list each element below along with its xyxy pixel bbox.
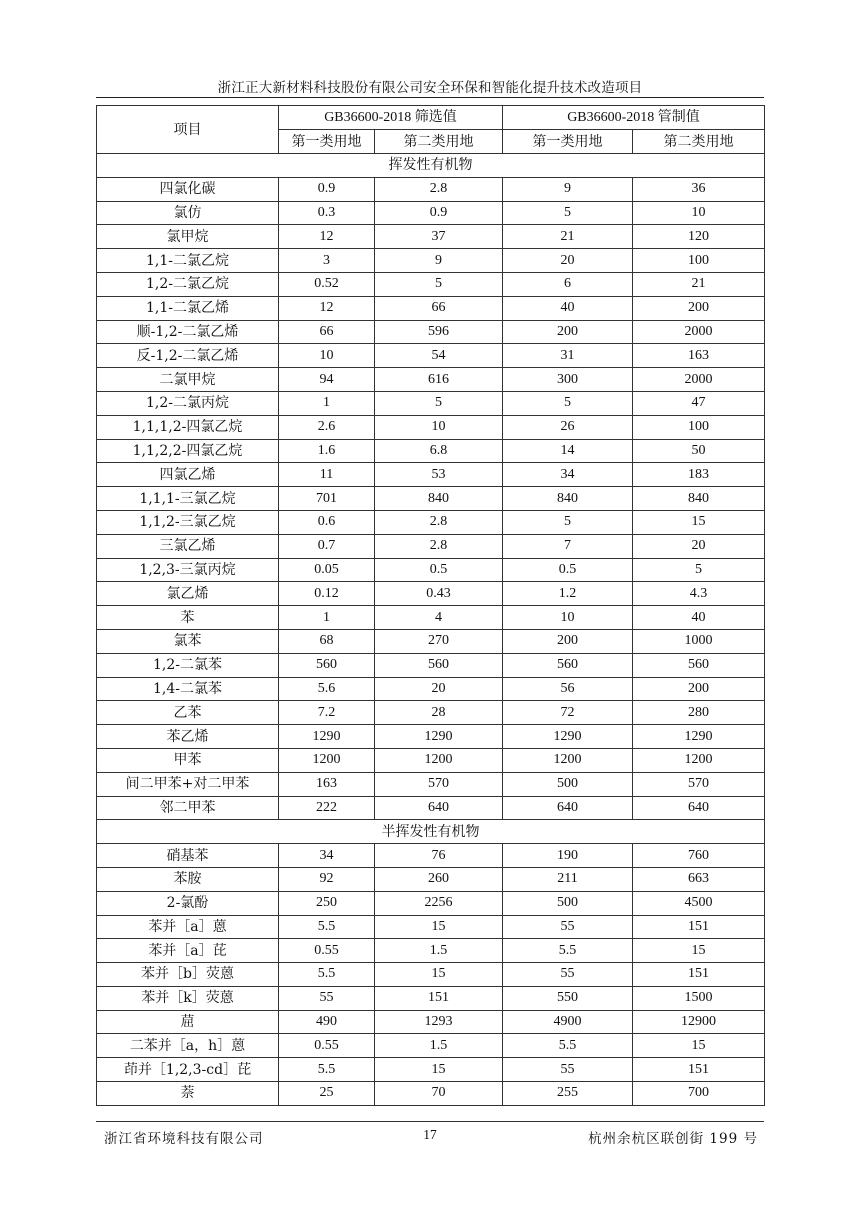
screening-class2-value: 15: [375, 1058, 503, 1082]
control-class1-value: 6: [503, 272, 633, 296]
table-row: [97, 963, 765, 987]
table-row: [97, 677, 765, 701]
screening-class2-value: 20: [375, 677, 503, 701]
screening-class2-value: 1200: [375, 748, 503, 772]
table-row: [97, 225, 765, 249]
screening-class2-value: 1293: [375, 1010, 503, 1034]
screening-class1-value: 7.2: [279, 701, 375, 725]
control-class1-value: 14: [503, 439, 633, 463]
control-class2-value: 183: [633, 463, 765, 487]
control-class1-value: 1290: [503, 725, 633, 749]
control-class2-value: 15: [633, 510, 765, 534]
screening-class2-value: 15: [375, 963, 503, 987]
control-class2-value: 760: [633, 844, 765, 868]
pollutant-name: 乙苯: [97, 701, 279, 725]
pollutant-name: 间二甲苯+对二甲苯: [97, 772, 279, 796]
pollutant-name: 1,1,1-三氯乙烷: [97, 487, 279, 511]
table-row: [97, 296, 765, 320]
table-row: [97, 1034, 765, 1058]
table-row: [97, 177, 765, 201]
screening-class1-value: 1.6: [279, 439, 375, 463]
control-class1-value: 31: [503, 344, 633, 368]
subheader-screening-class2: 第二类用地: [375, 130, 503, 154]
screening-class1-value: 560: [279, 653, 375, 677]
table-row: [97, 510, 765, 534]
control-class2-value: 100: [633, 415, 765, 439]
control-class2-value: 700: [633, 1082, 765, 1106]
table-row: [97, 344, 765, 368]
control-class1-value: 640: [503, 796, 633, 820]
control-class2-value: 1200: [633, 748, 765, 772]
screening-class1-value: 1: [279, 391, 375, 415]
screening-class2-value: 1.5: [375, 1034, 503, 1058]
screening-class1-value: 0.52: [279, 272, 375, 296]
control-class2-value: 36: [633, 177, 765, 201]
control-class2-value: 12900: [633, 1010, 765, 1034]
control-class1-value: 20: [503, 249, 633, 273]
table-row: [97, 748, 765, 772]
pollutant-name: 苯乙烯: [97, 725, 279, 749]
control-class1-value: 190: [503, 844, 633, 868]
pollutant-name: 1,2,3-三氯丙烷: [97, 558, 279, 582]
control-class2-value: 100: [633, 249, 765, 273]
control-class2-value: 570: [633, 772, 765, 796]
control-class1-value: 0.5: [503, 558, 633, 582]
control-class1-value: 72: [503, 701, 633, 725]
control-class2-value: 15: [633, 939, 765, 963]
screening-class2-value: 15: [375, 915, 503, 939]
screening-class1-value: 701: [279, 487, 375, 511]
table-row: [97, 725, 765, 749]
screening-class1-value: 68: [279, 629, 375, 653]
standards-table: [96, 105, 765, 1106]
table-row: [97, 891, 765, 915]
table-row: [97, 629, 765, 653]
pollutant-name: 1,2-二氯丙烷: [97, 391, 279, 415]
subheader-screening-class1: 第一类用地: [279, 130, 375, 154]
control-class2-value: 200: [633, 296, 765, 320]
table-row: [97, 487, 765, 511]
pollutant-name: 1,1,1,2-四氯乙烷: [97, 415, 279, 439]
control-class1-value: 1.2: [503, 582, 633, 606]
screening-class2-value: 5: [375, 272, 503, 296]
control-class2-value: 40: [633, 606, 765, 630]
screening-class2-value: 0.43: [375, 582, 503, 606]
screening-class1-value: 10: [279, 344, 375, 368]
pollutant-name: 二苯并［a，h］蒽: [97, 1034, 279, 1058]
screening-class1-value: 1: [279, 606, 375, 630]
screening-class1-value: 0.3: [279, 201, 375, 225]
pollutant-name: 四氯化碳: [97, 177, 279, 201]
table-row: [97, 463, 765, 487]
screening-class1-value: 5.5: [279, 963, 375, 987]
pollutant-name: 苯并［a］蒽: [97, 915, 279, 939]
screening-class2-value: 840: [375, 487, 503, 511]
table-row: [97, 415, 765, 439]
screening-class2-value: 260: [375, 867, 503, 891]
pollutant-name: 顺-1,2-二氯乙烯: [97, 320, 279, 344]
control-class2-value: 4500: [633, 891, 765, 915]
screening-class1-value: 3: [279, 249, 375, 273]
control-class1-value: 255: [503, 1082, 633, 1106]
table-row: [97, 582, 765, 606]
screening-class1-value: 0.12: [279, 582, 375, 606]
screening-class2-value: 2.8: [375, 510, 503, 534]
table-row: [97, 701, 765, 725]
pollutant-name: 1,4-二氯苯: [97, 677, 279, 701]
pollutant-name: 1,2-二氯苯: [97, 653, 279, 677]
control-class2-value: 20: [633, 534, 765, 558]
table-row: [97, 939, 765, 963]
pollutant-name: 硝基苯: [97, 844, 279, 868]
table-row: [97, 249, 765, 273]
control-class1-value: 200: [503, 629, 633, 653]
control-class1-value: 7: [503, 534, 633, 558]
table-row: [97, 558, 765, 582]
pollutant-name: 氯仿: [97, 201, 279, 225]
control-class2-value: 2000: [633, 368, 765, 392]
control-class2-value: 840: [633, 487, 765, 511]
subheader-control-class1: 第一类用地: [503, 130, 633, 154]
pollutant-name: 苯并［a］芘: [97, 939, 279, 963]
footer-address: 杭州余杭区联创街 199 号: [588, 1131, 758, 1147]
control-class1-value: 840: [503, 487, 633, 511]
pollutant-name: 茚并［1,2,3-cd］芘: [97, 1058, 279, 1082]
screening-class2-value: 37: [375, 225, 503, 249]
control-class1-value: 5: [503, 201, 633, 225]
control-class1-value: 300: [503, 368, 633, 392]
table-row: [97, 1058, 765, 1082]
screening-class1-value: 94: [279, 368, 375, 392]
section-row: [97, 154, 765, 178]
screening-class1-value: 12: [279, 296, 375, 320]
control-class1-value: 1200: [503, 748, 633, 772]
screening-class2-value: 4: [375, 606, 503, 630]
control-class2-value: 280: [633, 701, 765, 725]
footer-page-number: 17: [423, 1127, 437, 1142]
screening-class2-value: 53: [375, 463, 503, 487]
screening-class2-value: 76: [375, 844, 503, 868]
control-class1-value: 55: [503, 963, 633, 987]
control-class2-value: 1500: [633, 986, 765, 1010]
screening-class2-value: 596: [375, 320, 503, 344]
table-row: [97, 844, 765, 868]
pollutant-name: 2-氯酚: [97, 891, 279, 915]
pollutant-name: 䓛: [97, 1010, 279, 1034]
control-class2-value: 47: [633, 391, 765, 415]
control-class1-value: 5: [503, 510, 633, 534]
footer-rule: [96, 1121, 764, 1122]
header-control-group: GB36600-2018 管制值: [503, 106, 765, 130]
pollutant-name: 1,1-二氯乙烷: [97, 249, 279, 273]
screening-class1-value: 34: [279, 844, 375, 868]
pollutant-name: 苯胺: [97, 867, 279, 891]
table-row: [97, 986, 765, 1010]
control-class2-value: 120: [633, 225, 765, 249]
screening-class1-value: 0.9: [279, 177, 375, 201]
pollutant-name: 萘: [97, 1082, 279, 1106]
control-class2-value: 1000: [633, 629, 765, 653]
table-row: [97, 368, 765, 392]
screening-class2-value: 54: [375, 344, 503, 368]
screening-class2-value: 2.8: [375, 177, 503, 201]
screening-class2-value: 151: [375, 986, 503, 1010]
screening-class1-value: 5.5: [279, 915, 375, 939]
table-row: [97, 201, 765, 225]
screening-class1-value: 92: [279, 867, 375, 891]
pollutant-name: 四氯乙烯: [97, 463, 279, 487]
control-class1-value: 211: [503, 867, 633, 891]
control-class2-value: 15: [633, 1034, 765, 1058]
control-class1-value: 550: [503, 986, 633, 1010]
screening-class1-value: 66: [279, 320, 375, 344]
subheader-control-class2: 第二类用地: [633, 130, 765, 154]
screening-class2-value: 10: [375, 415, 503, 439]
pollutant-name: 三氯乙烯: [97, 534, 279, 558]
screening-class1-value: 11: [279, 463, 375, 487]
pollutant-name: 1,1,2,2-四氯乙烷: [97, 439, 279, 463]
table-row: [97, 320, 765, 344]
control-class2-value: 640: [633, 796, 765, 820]
screening-class1-value: 163: [279, 772, 375, 796]
table-row: [97, 796, 765, 820]
control-class1-value: 5.5: [503, 1034, 633, 1058]
screening-class1-value: 490: [279, 1010, 375, 1034]
table-row: [97, 653, 765, 677]
section-title: 挥发性有机物: [97, 154, 765, 178]
control-class2-value: 663: [633, 867, 765, 891]
control-class2-value: 2000: [633, 320, 765, 344]
pollutant-name: 反-1,2-二氯乙烯: [97, 344, 279, 368]
control-class1-value: 40: [503, 296, 633, 320]
pollutant-name: 甲苯: [97, 748, 279, 772]
footer-company: 浙江省环境科技有限公司: [104, 1131, 264, 1147]
section-title: 半挥发性有机物: [97, 820, 765, 844]
header-item: 项目: [97, 106, 279, 154]
screening-class2-value: 28: [375, 701, 503, 725]
screening-class2-value: 9: [375, 249, 503, 273]
pollutant-name: 氯苯: [97, 629, 279, 653]
control-class1-value: 26: [503, 415, 633, 439]
control-class2-value: 4.3: [633, 582, 765, 606]
pollutant-name: 邻二甲苯: [97, 796, 279, 820]
screening-class1-value: 5.5: [279, 1058, 375, 1082]
control-class1-value: 55: [503, 1058, 633, 1082]
screening-class2-value: 2.8: [375, 534, 503, 558]
control-class1-value: 9: [503, 177, 633, 201]
table-row: [97, 867, 765, 891]
screening-class2-value: 66: [375, 296, 503, 320]
control-class1-value: 5: [503, 391, 633, 415]
screening-class1-value: 1200: [279, 748, 375, 772]
screening-class2-value: 616: [375, 368, 503, 392]
control-class2-value: 10: [633, 201, 765, 225]
control-class2-value: 1290: [633, 725, 765, 749]
pollutant-name: 苯并［k］荧蒽: [97, 986, 279, 1010]
pollutant-name: 1,1,2-三氯乙烷: [97, 510, 279, 534]
control-class1-value: 21: [503, 225, 633, 249]
control-class2-value: 5: [633, 558, 765, 582]
table-row: [97, 534, 765, 558]
table-row: [97, 772, 765, 796]
table-row: [97, 915, 765, 939]
screening-class2-value: 1.5: [375, 939, 503, 963]
control-class1-value: 500: [503, 772, 633, 796]
screening-class1-value: 250: [279, 891, 375, 915]
table-row: [97, 1010, 765, 1034]
screening-class2-value: 2256: [375, 891, 503, 915]
table-row: [97, 1082, 765, 1106]
screening-class1-value: 0.6: [279, 510, 375, 534]
screening-class1-value: 12: [279, 225, 375, 249]
screening-class2-value: 560: [375, 653, 503, 677]
control-class2-value: 151: [633, 963, 765, 987]
screening-class2-value: 270: [375, 629, 503, 653]
control-class1-value: 10: [503, 606, 633, 630]
pollutant-name: 苯并［b］荧蒽: [97, 963, 279, 987]
screening-class1-value: 0.7: [279, 534, 375, 558]
table-row: [97, 391, 765, 415]
control-class1-value: 34: [503, 463, 633, 487]
control-class2-value: 560: [633, 653, 765, 677]
screening-class1-value: 0.05: [279, 558, 375, 582]
screening-class1-value: 0.55: [279, 939, 375, 963]
screening-class2-value: 0.9: [375, 201, 503, 225]
header-rule: [96, 97, 764, 98]
control-class1-value: 560: [503, 653, 633, 677]
screening-class1-value: 1290: [279, 725, 375, 749]
screening-class2-value: 1290: [375, 725, 503, 749]
table-row: [97, 272, 765, 296]
screening-class2-value: 5: [375, 391, 503, 415]
pollutant-name: 1,2-二氯乙烷: [97, 272, 279, 296]
screening-class2-value: 570: [375, 772, 503, 796]
control-class2-value: 151: [633, 1058, 765, 1082]
screening-class2-value: 0.5: [375, 558, 503, 582]
screening-class1-value: 0.55: [279, 1034, 375, 1058]
control-class1-value: 500: [503, 891, 633, 915]
pollutant-name: 二氯甲烷: [97, 368, 279, 392]
screening-class1-value: 222: [279, 796, 375, 820]
page-header-title: 浙江正大新材料科技股份有限公司安全环保和智能化提升技术改造项目: [217, 80, 643, 96]
control-class2-value: 21: [633, 272, 765, 296]
pollutant-name: 氯乙烯: [97, 582, 279, 606]
pollutant-name: 氯甲烷: [97, 225, 279, 249]
control-class1-value: 4900: [503, 1010, 633, 1034]
control-class1-value: 200: [503, 320, 633, 344]
screening-class1-value: 55: [279, 986, 375, 1010]
screening-class1-value: 25: [279, 1082, 375, 1106]
control-class2-value: 50: [633, 439, 765, 463]
screening-class1-value: 5.6: [279, 677, 375, 701]
table-header-row: [97, 106, 765, 130]
control-class1-value: 56: [503, 677, 633, 701]
pollutant-name: 1,1-二氯乙烯: [97, 296, 279, 320]
screening-class2-value: 640: [375, 796, 503, 820]
control-class2-value: 200: [633, 677, 765, 701]
control-class1-value: 55: [503, 915, 633, 939]
screening-class2-value: 70: [375, 1082, 503, 1106]
section-row: [97, 820, 765, 844]
header-screening-group: GB36600-2018 筛选值: [279, 106, 503, 130]
screening-class2-value: 6.8: [375, 439, 503, 463]
screening-class1-value: 2.6: [279, 415, 375, 439]
table-row: [97, 439, 765, 463]
control-class2-value: 151: [633, 915, 765, 939]
control-class1-value: 5.5: [503, 939, 633, 963]
control-class2-value: 163: [633, 344, 765, 368]
pollutant-name: 苯: [97, 606, 279, 630]
table-row: [97, 606, 765, 630]
